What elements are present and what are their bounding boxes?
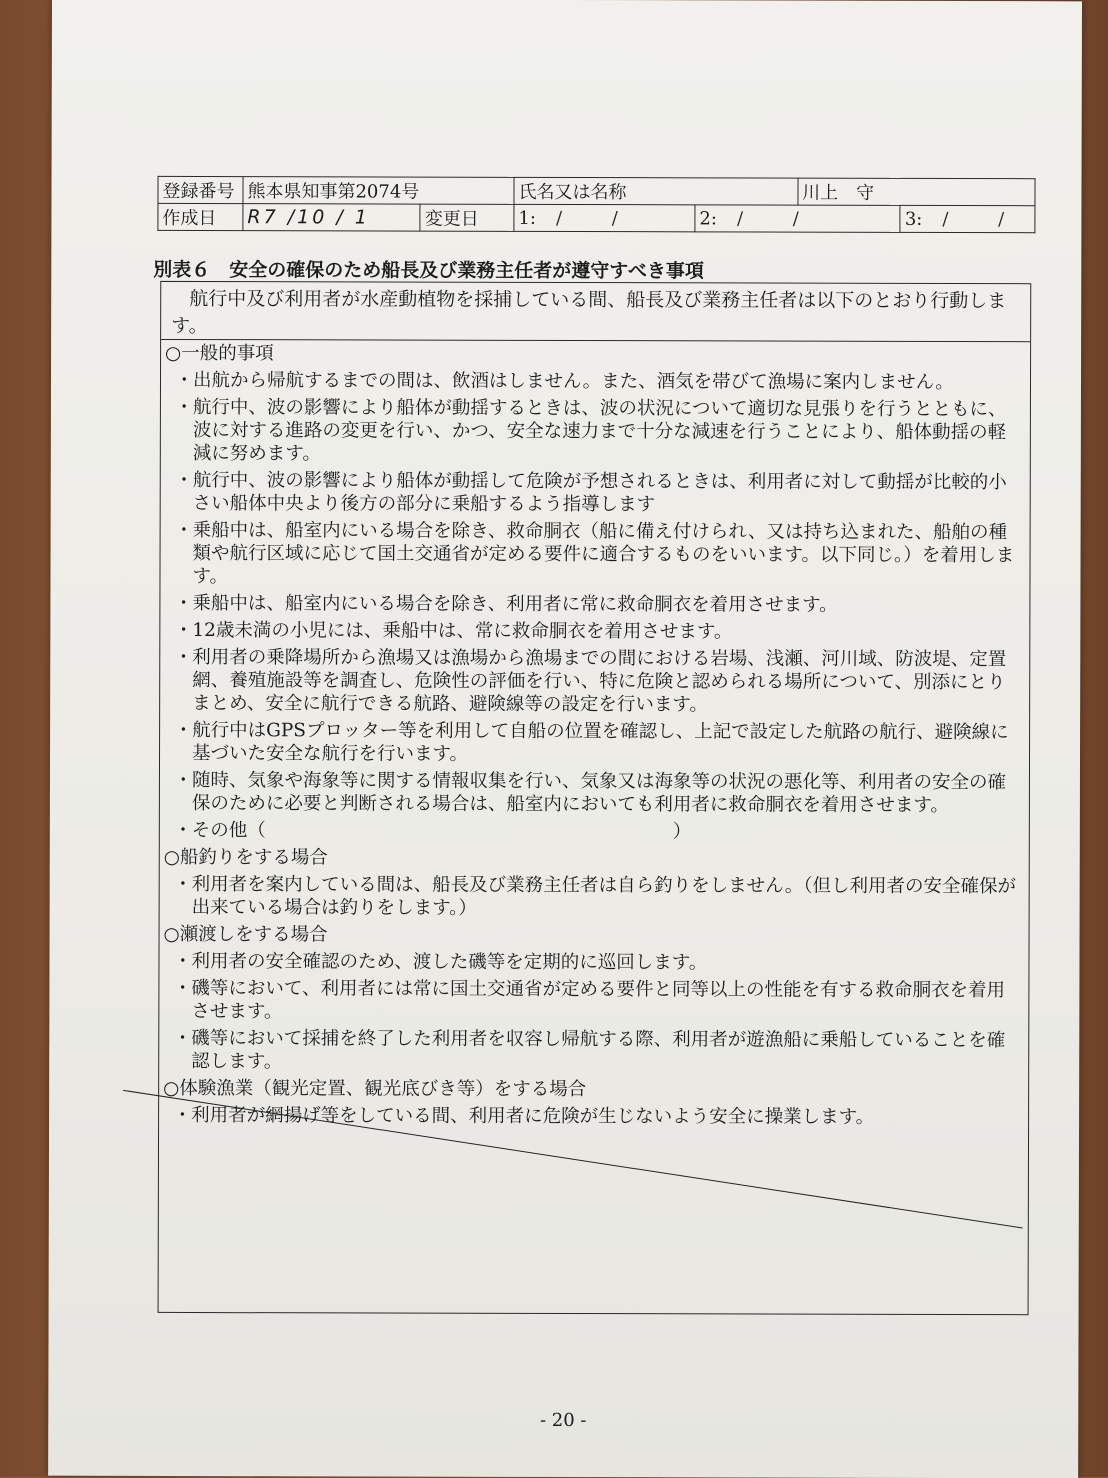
- heading-experience-fishing: ○体験漁業（観光定置、観光底びき等）をする場合: [163, 1077, 587, 1101]
- list-item: ・ 航行中、波の影響により船体が動揺するときは、波の状況について適切な見張りを行うとともに、波に対する進路の変更を行い、かつ、安全な速力まで十分な減速を行うことにより、船体動揺の軽減に努めます。: [174, 396, 1007, 465]
- heading-fishing: ○船釣りをする場合: [163, 846, 328, 869]
- handwritten-date: R7 /10 / 1: [247, 206, 370, 229]
- changed-date-label: 変更日: [420, 204, 514, 231]
- list-item: ・ 航行中はGPSプロッター等を利用して自船の位置を確認し、上記で設定した航路の航行、避険線に基づいた安全な航行を行います。: [174, 719, 1009, 765]
- section-title: 別表６ 安全の確保のため船長及び業務主任者が遵守すべき事項: [153, 258, 704, 283]
- list-item: ・ その他（ ）: [173, 819, 692, 843]
- name-label: 氏名又は名称: [514, 177, 798, 205]
- document-page: [48, 0, 1082, 1478]
- list-item: ・ 利用者を案内している間は、船長及び業務主任者は自ら釣りをしません。（但し利用者の安全確保が出来ている場合は釣りをします。）: [173, 873, 1017, 919]
- intro-text: 航行中及び利用者が水産動植物を採捕している間、船長及び業務主任者は以下のとおり行動します。: [171, 288, 1007, 338]
- list-item: ・ 随時、気象や海象等に関する情報収集を行い、気象又は海象等の状況の悪化等、利用者の安全の確保のために必要と判断される場合は、船室内においても利用者に救命胴衣を着用させます。: [173, 769, 1006, 817]
- change-2-slashes: / /: [736, 207, 821, 230]
- list-item: ・ 利用者の安全確認のため、渡した磯等を定期的に巡回します。: [173, 950, 708, 974]
- list-item: ・ 乗船中は、船室内にいる場合を除き、利用者に常に救命胴衣を着用させます。: [174, 592, 838, 616]
- change-1-cell: [514, 204, 695, 231]
- rules-content: [159, 341, 1030, 1133]
- list-item: ・ 出航から帰航するまでの間は、飲酒はしません。また、酒気を帯びて漁場に案内しません。: [174, 369, 954, 394]
- list-item: ・ 磯等において採捕を終了した利用者を収容し帰航する際、利用者が遊漁船に乗船していることを確認します。: [173, 1027, 1006, 1073]
- change-2-label: 2:: [699, 207, 717, 229]
- change-3-label: 3:: [904, 208, 923, 230]
- list-item: ・ 磯等において、利用者には常に国土交通省が定める要件と同等以上の性能を有する救命胴衣を着用させます。: [173, 977, 1006, 1023]
- change-1-slashes: / /: [555, 207, 640, 229]
- change-2-cell: [695, 205, 900, 233]
- page-number: - 20 -: [539, 1409, 587, 1432]
- name-value: 川上 守: [798, 178, 1035, 206]
- list-item: ・ 利用者が網揚げ等をしている間、利用者に危険が生じないよう安全に操業します。: [173, 1104, 875, 1128]
- rules-frame: [158, 281, 1032, 1315]
- list-item: ・ 乗船中は、船室内にいる場合を除き、救命胴衣（船に備え付けられ、又は持ち込まれた、船舶の種類や航行区域に応じて国土交通省が定める要件に適合するものをいいます。以下同じ。）を着用します。: [174, 519, 1015, 588]
- list-item: ・ 利用者の乗降場所から漁場又は漁場から漁場までの間における岩場、浅瀬、河川域、防波堤、定置網、養殖施設等を調査し、危険性の評価を行い、特に危険と認められる場所について、別添にとりまとめ、安全に航行できる航路、避険線等の設定を行います。: [174, 646, 1007, 716]
- list-item: ・ 航行中、波の影響により船体が動揺して危険が予想されるときは、利用者に対して動揺が比較的小さい船体中央より後方の部分に乗船するよう指導します: [174, 469, 1007, 516]
- heading-rock-transfer: ○瀬渡しをする場合: [163, 923, 328, 946]
- created-date-label: 作成日: [158, 203, 243, 230]
- created-date-value: [243, 204, 420, 231]
- reg-no-value: 熊本県知事第2074号: [243, 177, 514, 205]
- intro-paragraph: [161, 282, 1030, 342]
- reg-no-label: 登録番号: [158, 176, 243, 203]
- change-1-label: 1:: [518, 207, 536, 229]
- list-item: ・ 12歳未満の小児には、乗船中は、常に救命胴衣を着用させます。: [174, 619, 733, 643]
- change-3-slashes: / /: [942, 208, 1027, 230]
- registration-header-table: [157, 176, 1035, 233]
- heading-general: ○一般的事項: [165, 342, 274, 365]
- change-3-cell: [900, 205, 1035, 232]
